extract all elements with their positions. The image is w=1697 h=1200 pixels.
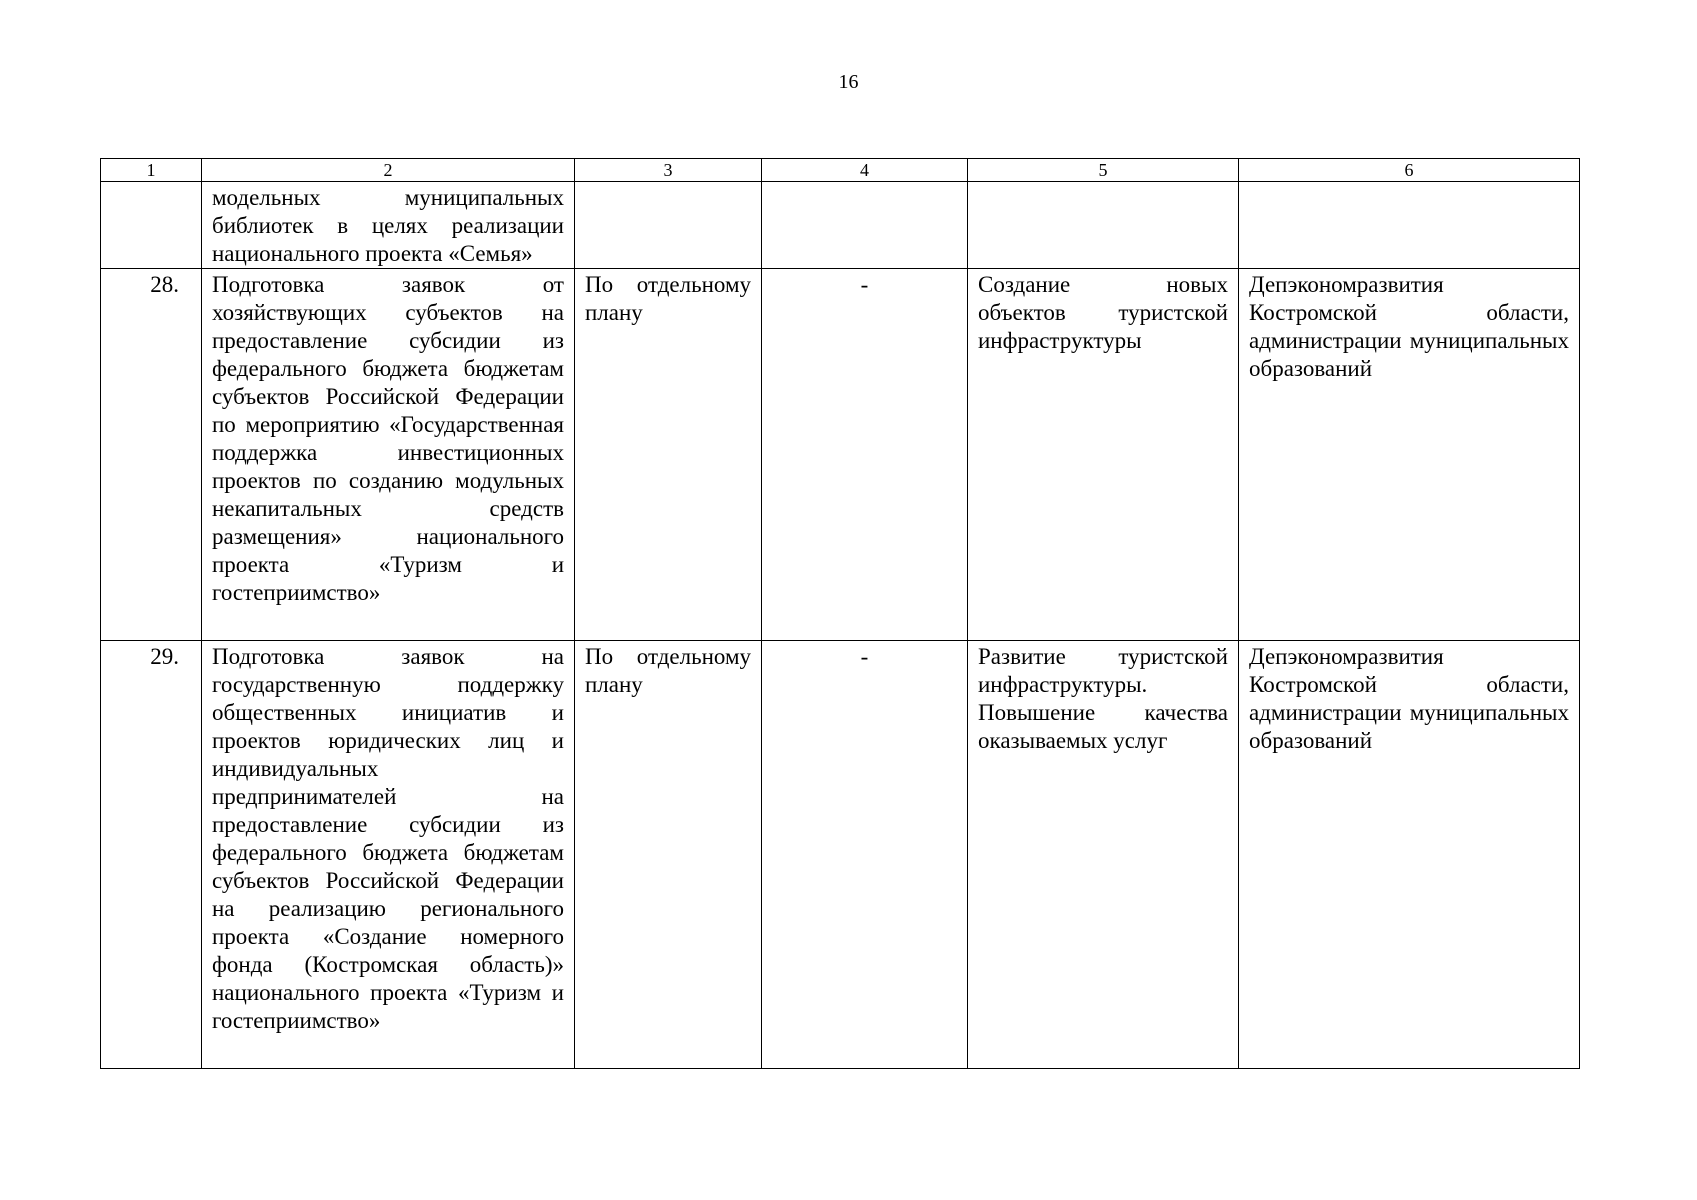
activity-cell: Подготовка заявок на государственную поддержку общественных инициатив и проектов юридических лиц и индивидуальных предпринимателей на предоставление субсидии из федерального бюджета бюджетам субъектов Российской Федерации на реализацию регионального проекта «Создание номерного фонда (Костромская область)» национального проекта «Туризм и гостеприимство» (202, 641, 575, 1069)
table-header (101, 159, 1580, 182)
column-header-6: 6 (1239, 159, 1580, 182)
term-cell: По отдельному плану (575, 641, 762, 1069)
column-header-3: 3 (575, 159, 762, 182)
table-row (101, 269, 1580, 641)
result-cell: Создание новых объектов туристской инфраструктуры (968, 269, 1239, 641)
funding-cell: - (762, 641, 968, 1069)
column-header-4: 4 (762, 159, 968, 182)
result-cell (968, 182, 1239, 269)
table-row (101, 182, 1580, 269)
row-number (101, 182, 202, 269)
responsible-cell: Депэкономразвития Костромской области, администрации муниципальных образований (1239, 269, 1580, 641)
responsible-cell: Депэкономразвития Костромской области, администрации муниципальных образований (1239, 641, 1580, 1069)
plan-table (100, 158, 1580, 1069)
funding-cell: - (762, 269, 968, 641)
column-header-2: 2 (202, 159, 575, 182)
result-cell: Развитие туристской инфраструктуры. Повышение качества оказываемых услуг (968, 641, 1239, 1069)
row-number: 28. (101, 269, 202, 641)
row-number: 29. (101, 641, 202, 1069)
responsible-cell (1239, 182, 1580, 269)
term-cell: По отдельному плану (575, 269, 762, 641)
table-row (101, 641, 1580, 1069)
page-number: 16 (838, 71, 859, 93)
term-cell (575, 182, 762, 269)
column-header-5: 5 (968, 159, 1239, 182)
column-header-1: 1 (101, 159, 202, 182)
table-body (101, 182, 1580, 1069)
activity-cell: модельных муниципальных библиотек в целях реализации национального проекта «Семья» (202, 182, 575, 269)
funding-cell (762, 182, 968, 269)
column-number-row (101, 159, 1580, 182)
activity-cell: Подготовка заявок от хозяйствующих субъектов на предоставление субсидии из федерального бюджета бюджетам субъектов Российской Федерации по мероприятию «Государственная поддержка инвестиционных проектов по созданию модульных некапитальных средств размещения» национального проекта «Туризм и гостеприимство» (202, 269, 575, 641)
